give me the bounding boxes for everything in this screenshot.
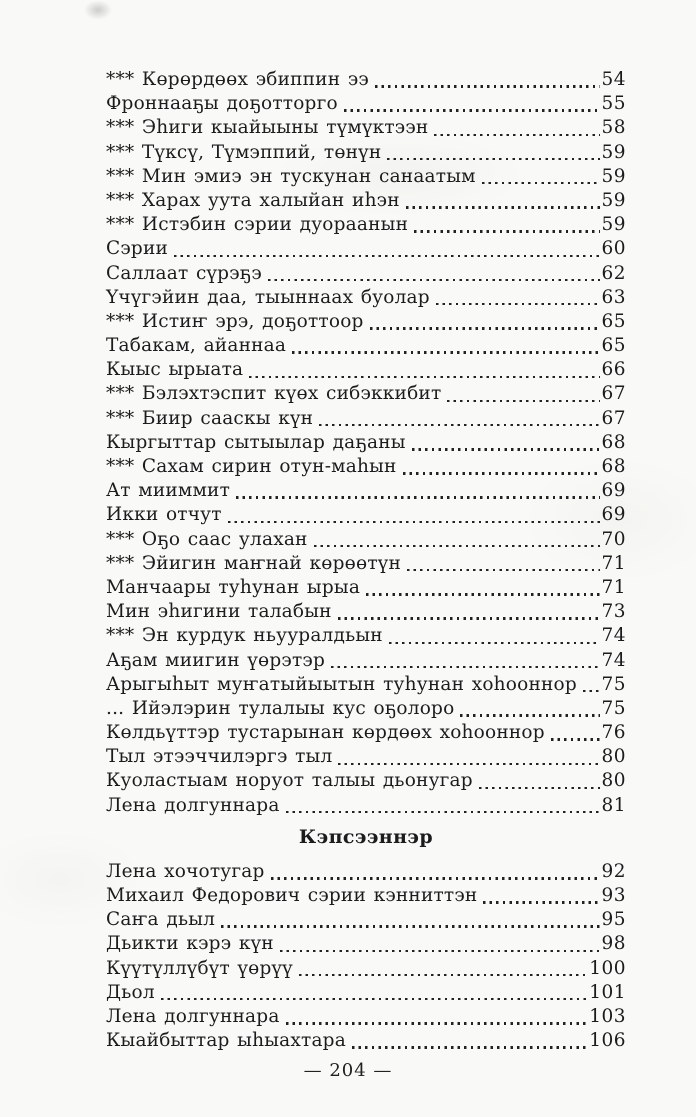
toc-entry-page: 106 (589, 1030, 626, 1052)
toc-entry-page: 59 (601, 141, 626, 163)
toc-entry (106, 528, 626, 552)
dot-leader (161, 998, 588, 1000)
dot-leader (338, 617, 601, 619)
toc-entry (106, 600, 626, 624)
toc-entry-title: Үчүгэйин даа, тыыннаах буолар (106, 286, 430, 308)
toc-entry (106, 68, 626, 92)
toc-entry (106, 334, 626, 358)
toc-entry-page: 103 (589, 1005, 626, 1027)
toc-entry-page: 76 (601, 722, 626, 744)
toc-entry-title: Аҕам миигин үөрэтэр (106, 649, 325, 671)
toc-entry-title: *** Түксү, Түмэппий, төнүн (106, 141, 382, 163)
toc-entry-title: Саҥа дьыл (106, 909, 216, 931)
toc-entry (106, 794, 626, 818)
toc-entry-title: *** Сахам сирин отун-маһын (106, 456, 397, 477)
toc-entry-page: 65 (601, 335, 626, 357)
toc-entry-page: 93 (601, 885, 626, 906)
toc-entry-page: 73 (601, 601, 626, 623)
toc-entry-title: *** Харах уута халыйан иһэн (106, 189, 400, 211)
toc-entry-title: Дьол (106, 981, 155, 1003)
toc-entry (106, 358, 626, 382)
toc-entry (106, 649, 626, 673)
toc-entry-page: 63 (601, 286, 626, 308)
toc-entry (106, 908, 626, 932)
toc-entry-page: 75 (601, 697, 626, 719)
toc-entry-page: 68 (601, 456, 626, 477)
section-header: Кэпсээннэр (298, 825, 434, 848)
toc-entry-title: Ат мииммит (106, 480, 231, 502)
toc-entry-title: *** Истэбин сэрии дуораанын (106, 214, 409, 236)
dot-leader (352, 1046, 588, 1048)
toc-entry-title: Манчаары туһунан ырыа (106, 576, 361, 598)
toc-section (106, 68, 626, 818)
dot-leader (286, 1022, 589, 1024)
dot-leader (221, 925, 600, 927)
toc-entry-title: Фроннааҕы доҕотторго (106, 93, 338, 115)
toc-entry-page: 74 (601, 625, 626, 647)
toc-entry-page: 54 (601, 69, 626, 90)
toc-entry-page: 80 (601, 746, 626, 768)
toc-entry-page: 67 (601, 383, 626, 405)
toc-entry (106, 92, 626, 116)
dot-leader (280, 950, 601, 952)
toc-entry (106, 884, 626, 908)
toc-entry-title: Тыл этээччилэргэ тыл (106, 746, 333, 768)
toc-entry-page: 67 (601, 407, 626, 429)
toc-entry-page: 55 (601, 93, 626, 115)
dot-leader (389, 642, 601, 644)
toc-entry-title: Кыргыттар сытыылар даҕаны (106, 431, 406, 453)
toc-entry-page: 80 (601, 770, 626, 792)
toc-entry-title: *** Эн курдук ньууралдьын (106, 625, 383, 647)
toc-entry-title: *** Эһиги кыайыыны түмүктээн (106, 117, 429, 139)
toc-entry-page: 60 (601, 238, 626, 260)
toc-entry-title: Лена хочотугар (106, 860, 265, 882)
toc-entry (106, 262, 626, 286)
toc-section (106, 824, 626, 1054)
toc-entry (106, 745, 626, 769)
toc-entry-page: 74 (601, 649, 626, 671)
toc-entry (106, 981, 626, 1005)
toc-entry-title: Сэрии (106, 238, 169, 260)
dot-leader (338, 763, 600, 765)
toc-entry (106, 576, 626, 600)
dot-leader (551, 738, 601, 740)
dot-leader (406, 206, 601, 208)
toc-entry (106, 237, 626, 261)
toc-entry-title: Лена долгуннара (106, 794, 280, 816)
toc-entry (106, 957, 626, 981)
toc-entry (106, 624, 626, 648)
dot-leader (479, 787, 601, 789)
toc-entry-title: *** Көрөрдөөх эбиппин ээ (106, 69, 369, 90)
dot-leader (375, 85, 601, 87)
toc-entry (106, 1005, 626, 1029)
toc-entry-title: Михаил Федорович сэрии кэнниттэн (106, 885, 478, 906)
toc-entry-page: 69 (601, 480, 626, 502)
toc-entry-page: 65 (601, 310, 626, 332)
dot-leader (366, 593, 600, 595)
toc-entry-page: 59 (601, 165, 626, 187)
toc-entry-page: 71 (601, 552, 626, 574)
toc-entry-page: 69 (601, 504, 626, 526)
toc-entry (106, 673, 626, 697)
page-number-footer: — 204 — (303, 1060, 393, 1082)
dot-leader (407, 569, 600, 571)
dot-leader (268, 279, 601, 281)
toc-entry (106, 141, 626, 165)
toc-entry-title: *** Мин эмиэ эн тускунан санаатым (106, 165, 476, 187)
toc-entry (106, 286, 626, 310)
dot-leader (286, 811, 601, 813)
toc-entry-page: 62 (601, 262, 626, 284)
toc-entry-page: 92 (601, 860, 626, 882)
dot-leader (228, 521, 601, 523)
toc-entry (106, 165, 626, 189)
toc-entry-title: *** Эйигин маҥнай көрөөтүн (106, 552, 401, 574)
dot-leader (447, 400, 600, 402)
dot-leader (403, 472, 601, 474)
dot-leader (460, 714, 600, 716)
toc-entry-page: 68 (601, 431, 626, 453)
toc-entry-title: Табакам, айаннаа (106, 335, 287, 357)
toc-entry (106, 213, 626, 237)
toc-entry (106, 310, 626, 334)
toc-entry-page: 81 (601, 794, 626, 816)
toc-entry-page: 100 (589, 957, 626, 979)
toc-entry-title: Көлдьүттэр тустарынан көрдөөх хоһооннор (106, 722, 545, 744)
toc-entry-page: 98 (601, 933, 626, 955)
dot-leader (583, 690, 601, 692)
dot-leader (174, 255, 600, 257)
toc-entry-title: Күүтүллүбүт үөрүү (106, 957, 293, 979)
dot-leader (271, 877, 601, 879)
toc-entry-page: 71 (601, 576, 626, 598)
toc-entry-page: 58 (601, 117, 626, 139)
toc-entry-title: *** Биир сааскы күн (106, 407, 314, 429)
toc-entry-page: 75 (601, 673, 626, 695)
toc-entry (106, 721, 626, 745)
toc-entry-page: 59 (601, 214, 626, 236)
toc-entry (106, 407, 626, 431)
toc-entry (106, 552, 626, 576)
toc-entry (106, 503, 626, 527)
toc-entry (106, 932, 626, 956)
dot-leader (236, 496, 600, 498)
toc-entry-title: Лена долгуннара (106, 1005, 280, 1027)
toc-entry-title: *** Бэлэхтэспит күөх сибэккибит (106, 383, 442, 405)
dot-leader (331, 666, 600, 668)
toc-entry-page: 70 (601, 528, 626, 550)
toc-entry (106, 697, 626, 721)
toc-entry-page: 95 (601, 909, 626, 931)
dot-leader (249, 376, 600, 378)
toc-entry-title: Икки отчут (106, 504, 222, 526)
dot-leader (314, 545, 601, 547)
toc-entry (106, 769, 626, 793)
toc-entry (106, 860, 626, 884)
toc-entry-title: Арыгыһыт муҥатыйыытын туһунан хоһооннор (106, 673, 577, 695)
dot-leader (436, 303, 601, 305)
toc-entry (106, 382, 626, 406)
toc-entry (106, 116, 626, 140)
toc-entry (106, 189, 626, 213)
dot-leader (434, 134, 600, 136)
toc-entry-page: 66 (601, 359, 626, 381)
toc-entry-page: 59 (601, 189, 626, 211)
toc-entry-title: Мин эһигини талабын (106, 601, 332, 623)
toc-entry-title: *** Истиҥ эрэ, доҕоттоор (106, 310, 364, 332)
toc-entry (106, 455, 626, 479)
dot-leader (370, 327, 601, 329)
toc-entry-title: Кыыс ырыата (106, 359, 244, 381)
toc-entry-title: Куоластыам норуот талыы дьонугар (106, 770, 473, 792)
toc-entry (106, 1029, 626, 1053)
toc-entry-title: Дьикти кэрэ күн (106, 933, 274, 955)
dot-leader (414, 230, 600, 232)
toc-entry (106, 431, 626, 455)
toc-entry-title: Кыайбыттар ыһыахтара (106, 1030, 346, 1052)
toc-entry (106, 479, 626, 503)
dot-leader (292, 351, 600, 353)
dot-leader (412, 448, 601, 450)
toc-entry-title: Саллаат сүрэҕэ (106, 262, 262, 284)
toc-entry-title: *** Оҕо саас улахан (106, 528, 308, 550)
dot-leader (483, 901, 600, 903)
toc-entry-title: ... Ийэлэрин тулалыы кус оҕолоро (106, 697, 455, 719)
dot-leader (482, 182, 601, 184)
dot-leader (299, 974, 588, 976)
dot-leader (319, 424, 600, 426)
dot-leader (387, 158, 600, 160)
dot-leader (344, 109, 601, 111)
toc-entry-page: 101 (589, 981, 626, 1003)
